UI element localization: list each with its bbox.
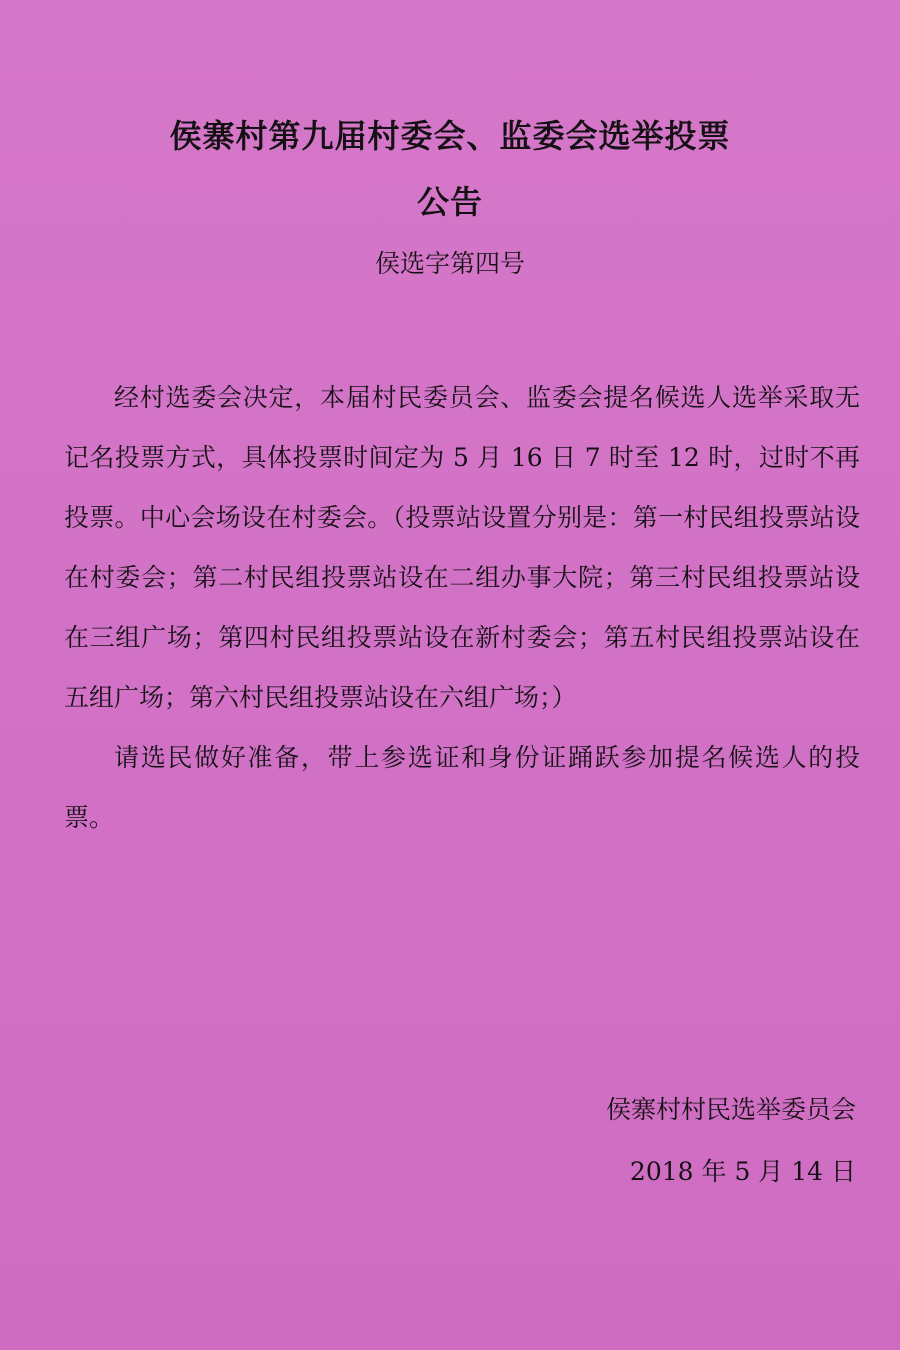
notice-paragraph-reminder: 请选民做好准备，带上参选证和身份证踊跃参加提名候选人的投票。: [64, 743, 860, 832]
document-number: 侯选字第四号: [374, 249, 525, 278]
signatory: 侯寨村村民选举委员会: [605, 1095, 856, 1124]
issue-date: 2018 年 5 月 14 日: [629, 1157, 856, 1186]
notice-title: 侯寨村第九届村委会、监委会选举投票: [169, 117, 731, 155]
notice-body: [64, 368, 860, 848]
notice-paragraph-voting-details: 经村选委会决定，本届村民委员会、监委会提名候选人选举采取无记名投票方式，具体投票时间定为 5 月 16 日 7 时至 12 时，过时不再投票。中心会场设在村委会。（投票站设置分别是：第一村民组投票站设在村委会；第二村民组投票站设在二组办事大院；第三村民组投票站设在三组广场；第四村民组投票站设在新村委会；第五村民组投票站设在五组广场；第六村民组投票站设在六组广场；）: [64, 383, 860, 712]
notice-heading: 公告: [416, 183, 483, 221]
